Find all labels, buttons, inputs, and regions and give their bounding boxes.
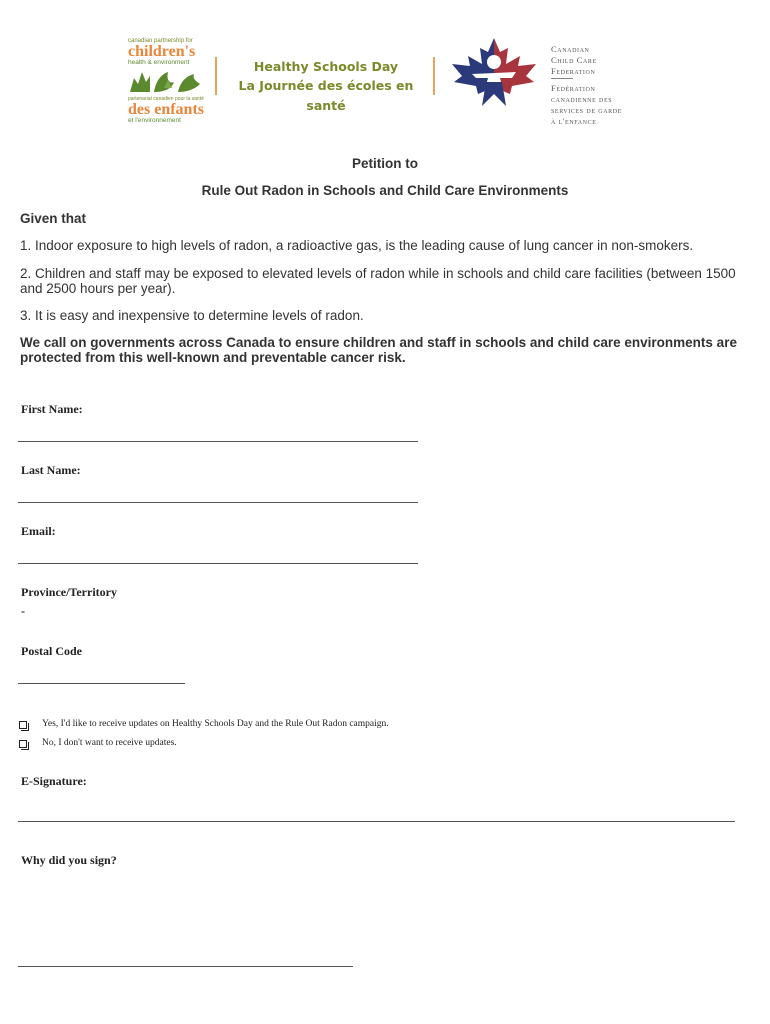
updates-no-label: No, I don't want to receive updates.: [42, 738, 177, 748]
email-label: Email:: [21, 524, 56, 538]
last-name-label: Last Name:: [21, 463, 81, 477]
updates-no-checkbox[interactable]: [19, 740, 27, 748]
cphe-big-top: children's: [128, 43, 196, 60]
first-name-field[interactable]: [18, 422, 418, 442]
call-to-action: We call on governments across Canada to ensure children and staff in schools and child care environments are protected from this well-known and preventable cancer risk.: [20, 335, 737, 365]
given-that-heading: Given that: [20, 211, 87, 226]
point-2: 2. Children and staff may be exposed to elevated levels of radon while in schools and child care facilities (between 1500 and 2500 hours per year).: [20, 266, 736, 296]
header-divider-left: [215, 57, 217, 95]
cccf-logo-text: [551, 44, 622, 127]
cphe-top-line: canadian partnership for: [128, 38, 193, 44]
petition-title-line2: Rule Out Radon in Schools and Child Care Environments: [201, 183, 569, 198]
hsd-line2: La Journée des écoles en santé: [238, 78, 414, 113]
cccf-en-2: Child Care: [551, 55, 597, 65]
healthy-schools-day-logo: [226, 58, 426, 116]
cphe-big-bottom: des enfants: [128, 101, 205, 118]
province-select[interactable]: -: [21, 604, 25, 618]
postal-code-label: Postal Code: [21, 644, 82, 658]
province-label: Province/Territory: [21, 585, 117, 599]
e-signature-field[interactable]: [18, 801, 735, 822]
hsd-line1: Healthy Schools Day: [253, 59, 399, 74]
cccf-rule: [551, 78, 573, 79]
first-name-label: First Name:: [21, 402, 83, 416]
last-name-field[interactable]: [18, 483, 418, 503]
postal-code-field[interactable]: [18, 664, 185, 684]
why-signed-label: Why did you sign?: [21, 853, 117, 867]
point-1: 1. Indoor exposure to high levels of radon, a radioactive gas, is the leading cause of lung cancer in non-smokers.: [20, 238, 694, 253]
cccf-en-1: Canadian: [551, 44, 590, 54]
updates-yes-checkbox[interactable]: [19, 721, 27, 729]
cccf-fr-4: à l'enfance: [551, 116, 597, 126]
cphe-mid-line: health & environment: [128, 59, 190, 66]
point-3: 3. It is easy and inexpensive to determine levels of radon.: [20, 308, 364, 323]
cphe-fr-line: partenariat canadien pour la santé: [128, 96, 204, 102]
cccf-en-3: Federation: [551, 66, 596, 76]
petition-title-line1: Petition to: [352, 156, 418, 171]
cphe-bottom-line: et l'environnement: [128, 117, 181, 124]
maple-leaf-icon: [446, 36, 542, 112]
cccf-fr-2: canadienne des: [551, 94, 613, 104]
header-divider-right: [433, 57, 435, 95]
email-field[interactable]: [18, 544, 418, 564]
leaf-cluster-icon: [128, 66, 204, 96]
cccf-fr-1: Fédération: [551, 83, 596, 93]
cccf-fr-3: services de garde: [551, 105, 622, 115]
e-signature-label: E-Signature:: [21, 774, 87, 788]
updates-yes-label: Yes, I'd like to receive updates on Healthy Schools Day and the Rule Out Radon campaign.: [42, 719, 389, 729]
cphe-logo: [128, 38, 208, 124]
why-signed-field[interactable]: [18, 875, 353, 967]
